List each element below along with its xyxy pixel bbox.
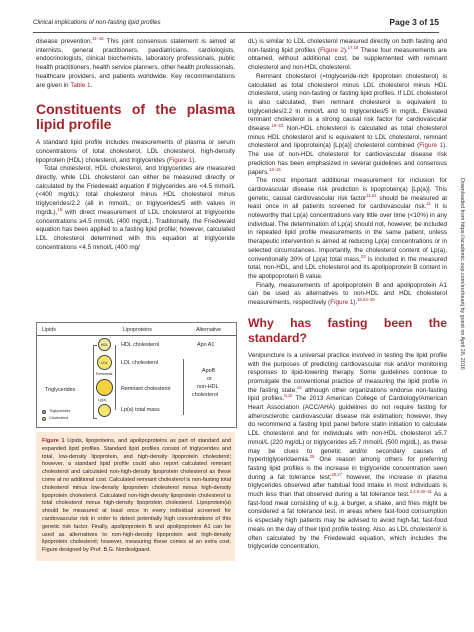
header-lipids: Lipids: [42, 327, 56, 333]
label-or: or: [207, 376, 212, 382]
remnant-particle-icon: [96, 379, 113, 396]
label-triglycerides: Triglycerides: [45, 387, 76, 393]
header-rule: [37, 335, 236, 336]
section-heading: Constituents of the plasma lipid profile: [36, 101, 235, 133]
paragraph: A standard lipid profile includes measurements of plasma or serum concentrations of total cholesterol, LDL cholesterol, high-density lipoprotein (HDL) cholesterol, and triglycerides (Figure 1).: [36, 139, 235, 164]
label-remnant-cholesterol: Remnant cholesterol: [121, 386, 171, 392]
paragraph: Total cholesterol, HDL cholesterol, and triglycerides are measured directly, while LDL cholesterol can either be measured directly or calculated by the Friedewald equation if triglycerides are <4.5 mmol/L (<400 mg/dL): total cholesterol minus HDL cholesterol minus triglycerides/2.2 (all in mmol/L; or triglycerides/5 with values in mg/dL),$^{16}$ with direct measurement of LDL cholesterol at triglyceride concentrations ≥4.5 mmol/L (400 mg/dL). Traditionally, the Friedewald equation has been applied to a fasting lipid profile; however, calculated LDL cholesterol determined with this equation at triglyceride concentrations <4.5 mmol/L (400 mg/: [36, 165, 235, 251]
paragraph: dL) is similar to LDL cholesterol measured directly on both fasting and non-fasting lipid profiles (Figure 2).$^{17,18}$ These four measurements are obtained, without additional cost, be supplemented with remnant cholesterol and non-HDL cholesterol.: [248, 38, 447, 72]
figure-1-diagram: [36, 322, 237, 428]
header-lipoproteins: Lipoproteins: [123, 327, 152, 333]
label-lpa-particle: Lp(a): [98, 398, 107, 402]
label-apob: ApoB: [202, 368, 216, 374]
paragraph: The most important additional measurement for inclusion for cardiovascular disease risk prediction is lipoprotein(a) [Lp(a)]. This genetic, causal cardiovascular risk factor$^{11,22}$ should be measured at least once in all patients screened for cardiovascular risk.$^{11}$ It is noteworthy that Lp(a) concentrations vary little over time (<10%) in any individual. The determination of Lp(a) should not, however, be included in repeated lipid profile measurements in the same patient, unless therapeutic intervention is aimed at reducing Lp(a) concentrations or in selected circumstances. Importantly, the cholesterol content of Lp(a), conventionally 30% of Lp(a) total mass,$^{23}$ is included in the measured total, non-HDL, and LDL cholesterol and its apolipoprotein B content in the apolipoprotein B value.: [248, 177, 447, 280]
legend-cholesterol: Cholesterol: [49, 416, 69, 420]
hdl-particle-icon: HDL: [98, 338, 111, 351]
ldl-particle-icon: LDL: [97, 355, 112, 370]
section-heading: Why has fasting been the standard?: [248, 315, 447, 345]
cholesterol-bracket: [115, 345, 116, 410]
legend-triglycerides: Triglycerides: [49, 409, 71, 413]
table-link[interactable]: Table 1: [70, 81, 91, 89]
cholesterol-legend-icon: [42, 417, 46, 421]
figure-link[interactable]: Figure 1: [419, 142, 444, 150]
figure-caption: [36, 432, 235, 561]
bracket-tick: [93, 418, 97, 419]
label-remnants: Remnants: [96, 372, 113, 376]
caption-label: Figure 1: [42, 438, 65, 444]
right-column: [248, 38, 447, 552]
left-column: [36, 35, 235, 252]
intro-paragraph: disease prevention.$^{11-15}$ This joint consensus statement is aimed at internists, general practitioners, paediatricians, cardiologists, endocrinologists, clinical biochemists, laboratory professionals, public health practitioners, health service planners, other health professionals, healthcare providers, and patients worldwide. Key recommendations are given in Table 1.: [36, 35, 235, 89]
triglyceride-legend-icon: [42, 410, 46, 414]
figure-link[interactable]: Figure 1: [330, 299, 354, 307]
running-header: [33, 16, 439, 33]
paragraph: Remnant cholesterol (=triglyceride-rich lipoprotein cholesterol) is calculated as total cholesterol minus LDL cholesterol minus HDL cholesterol, using non-fasting or fasting lipid profiles. If LDL cholesterol is also calculated, then remnant cholesterol is equivalent to triglycerides/2.2 in mmol/L and to triglycerides/5 in mg/dL. Elevated remnant cholesterol is a strong causal risk factor for cardiovascular disease.$^{19-23}$ Non-HDL cholesterol is calculated as total cholesterol minus HDL cholesterol and is equivalent to LDL cholesterol, remnant cholesterol and lipoprotein(a) [Lp(a)] cholesterol combined (Figure 1). The use of non-HDL cholesterol for cardiovascular disease risk prediction has been emphasized in several guidelines and consensus papers.$^{13-15}$: [248, 72, 447, 176]
bracket-tick: [93, 345, 97, 346]
figure-link[interactable]: Figure 1: [169, 156, 193, 164]
apob-bracket: [183, 359, 184, 415]
page-number: Page 3 of 15: [389, 17, 439, 27]
header-alternative: Alternative: [196, 327, 222, 333]
label-apo-a1: Apo A1: [197, 342, 215, 348]
running-title: Clinical implications of non-fasting lipid profiles: [33, 19, 161, 26]
figure-link[interactable]: Figure 2: [320, 46, 344, 54]
label-cholesterol: cholesterol: [192, 392, 219, 398]
label-lpa-total-mass: Lp(a) total mass: [121, 407, 160, 413]
paragraph: Finally, measurements of apolipoprotein B and apolipoprotein A1 can be used as alternatives to non-HDL and HDL cholesterol measurements, respectively (Figure 1).$^{15,24-26}$: [248, 281, 447, 307]
download-notice: Downloaded from https://academic.oup.com/eurheartj by guest on April 28, 2016: [459, 178, 465, 370]
label-ldl-cholesterol: LDL cholesterol: [121, 360, 159, 366]
label-non-hdl: non-HDL: [197, 384, 219, 390]
caption-text: Lipids, lipoproteins, and apolipoproteins as part of standard and expanded lipid profiles. Standard lipid profiles consist of triglycerides and total, low-density lipoprotein, and high-density lipoprotein cholesterol; however, a standard lipid profile could also report calculated remnant cholesterol and calculated non-high-density lipoprotein cholesterol as these come at no additional cost. Calculated remnant cholesterol is non-fasting total cholesterol minus low-density lipoprotein cholesterol minus high-density lipoprotein cholesterol. Calculated non-high-density lipoprotein cholesterol is total cholesterol minus high-density lipoprotein cholesterol. Lipoprotein(a) should be measured at least once in every individual screened for cardiovascular risk in order to detect potentially high concentrations of this genetic risk factor. Finally, apolipoprotein B and apolipoprotein A1 can be used as alternatives to non-high-density lipoprotein and high-density lipoprotein cholesterol; however, measuring these comes at an extra cost. Figure designed by Prof. B.G. Nordestgaard.: [42, 438, 231, 554]
paragraph: Venipuncture is a universal practice involved in testing the lipid profile with the purposes of predicting cardiovascular risk and/or monitoring responses to lipid-lowering therapy. Some guidelines continue to promulgate the conventional practice of measuring the lipid profile in the fasting state,$^{15}$ although other organizations endorse non-fasting lipid profiles.$^{8,10}$ The 2013 American College of Cardiology/American Heart Association (ACC/AHA) guidelines do not require fasting for atherosclerotic cardiovascular disease risk estimation; however, they do recommend a fasting lipid panel before statin initiation to calculate LDL cholesterol and for individuals with non-HDL cholesterol ≥5.7 mmol/L (220 mg/dL) or triglycerides ≥5.7 mmol/L (500 mg/dL), as these may be clues to genetic and/or secondary causes of hypertriglyceridaemia.$^{25}$ One reason among others for preferring fasting lipid profiles is the increase in triglyceride concentration seen during a fat tolerance test;$^{26,27}$ however, the increase in plasma triglycerides observed after habitual food intake in most individuals is much less than that observed during a fat tolerance test.$^{3,4,9,28-31}$ As a fast-food meal consisting of e.g. a burger, a shake, and fries might be considered a fat tolerance test, in areas where fast-food consumption is especially high patients may be advised to avoid high-fat, fast-food meals on the day of their lipid profile testing. Also, as LDL cholesterol is often calculated by the Friedewald equation, which includes the triglyceride concentration,: [248, 351, 447, 551]
lpa-particle-icon: [98, 404, 111, 417]
label-hdl-cholesterol: HDL cholesterol: [121, 342, 160, 348]
lipid-bracket: [93, 345, 94, 419]
